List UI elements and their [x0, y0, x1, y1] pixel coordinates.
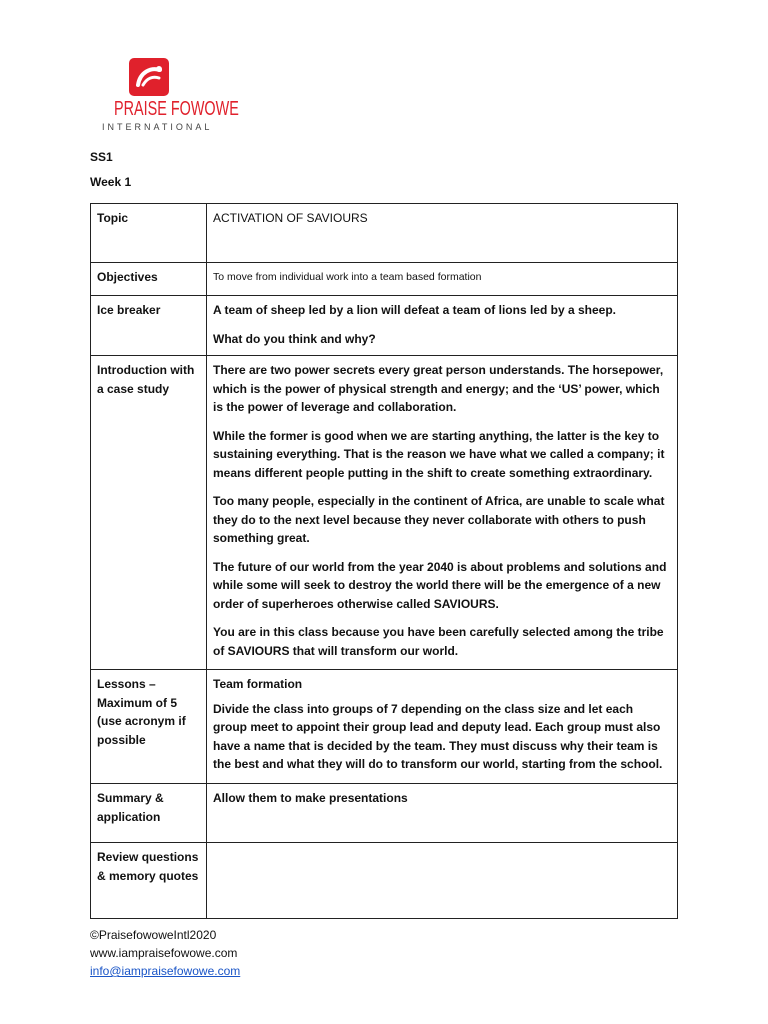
lesson-plan-table — [90, 203, 678, 919]
paragraph: Too many people, especially in the continent of Africa, are unable to scale what they do to the next level because they never collaborate with others to push something great. — [213, 494, 665, 545]
topic-value: ACTIVATION OF SAVIOURS — [213, 211, 368, 225]
paragraph: The future of our world from the year 2040 is about problems and solutions and while some will seek to destroy the world there will be the emergence of a new order of superheroes otherwise called SAVIOURS. — [213, 559, 667, 611]
logo-mark-icon — [129, 58, 169, 96]
logo-name: PRAISE FOWOWE — [114, 98, 239, 120]
paragraph: A team of sheep led by a lion will defeat a team of lions led by a sheep. — [213, 303, 616, 317]
row-content — [207, 296, 678, 356]
table-row-lessons — [91, 670, 678, 784]
row-label: Lessons – Maximum of 5 (use acronym if possible — [91, 670, 207, 784]
table-row-review — [91, 843, 678, 919]
table-row-introduction — [91, 356, 678, 670]
paragraph: Divide the class into groups of 7 depending on the class size and let each group meet to appoint their group lead and deputy lead. Each group must also have a name that is decided by the team. They must discuss why their team is the best and what they will do to transform our world, starting from the school. — [213, 701, 663, 771]
table-row-objectives — [91, 263, 678, 296]
footer — [90, 926, 240, 980]
lesson-heading: Team formation — [213, 677, 303, 691]
row-content — [207, 204, 678, 263]
paragraph: You are in this class because you have been carefully selected among the tribe of SAVIOURS that will transform our world. — [213, 625, 664, 658]
website-text: www.iampraisefowowe.com — [90, 946, 238, 960]
logo-subtitle: INTERNATIONAL — [102, 122, 213, 132]
row-content — [207, 356, 678, 670]
row-content — [207, 784, 678, 843]
summary-value: Allow them to make presentations — [213, 791, 408, 805]
class-level: SS1 — [90, 150, 113, 164]
row-label: Introduction with a case study — [91, 356, 207, 670]
brand-logo — [100, 56, 239, 140]
row-content — [207, 263, 678, 296]
copyright-text: ©PraisefowoweIntl2020 — [90, 928, 217, 942]
row-label: Ice breaker — [91, 296, 207, 356]
table-row-ice-breaker — [91, 296, 678, 356]
row-label: Topic — [91, 204, 207, 263]
table-row-topic — [91, 204, 678, 263]
row-content — [207, 843, 678, 919]
table-row-summary — [91, 784, 678, 843]
paragraph: What do you think and why? — [213, 331, 376, 346]
objectives-value: To move from individual work into a team based formation — [213, 271, 482, 283]
row-label: Review questions & memory quotes — [91, 843, 207, 919]
row-content — [207, 670, 678, 784]
paragraph: There are two power secrets every great person understands. The horsepower, which is the power of physical strength and energy; and the ‘US’ power, which is the power of leverage and collaboration. — [213, 363, 664, 414]
week-label: Week 1 — [90, 175, 132, 189]
email-link[interactable]: info@iampraisefowowe.com — [90, 964, 241, 978]
paragraph: While the former is good when we are starting anything, the latter is the key to sustaining everything. That is the reason we have what we called a company; it means different people putting in the shift to create something extraordinary. — [213, 428, 665, 480]
row-label: Summary & application — [91, 784, 207, 843]
row-label: Objectives — [91, 263, 207, 296]
